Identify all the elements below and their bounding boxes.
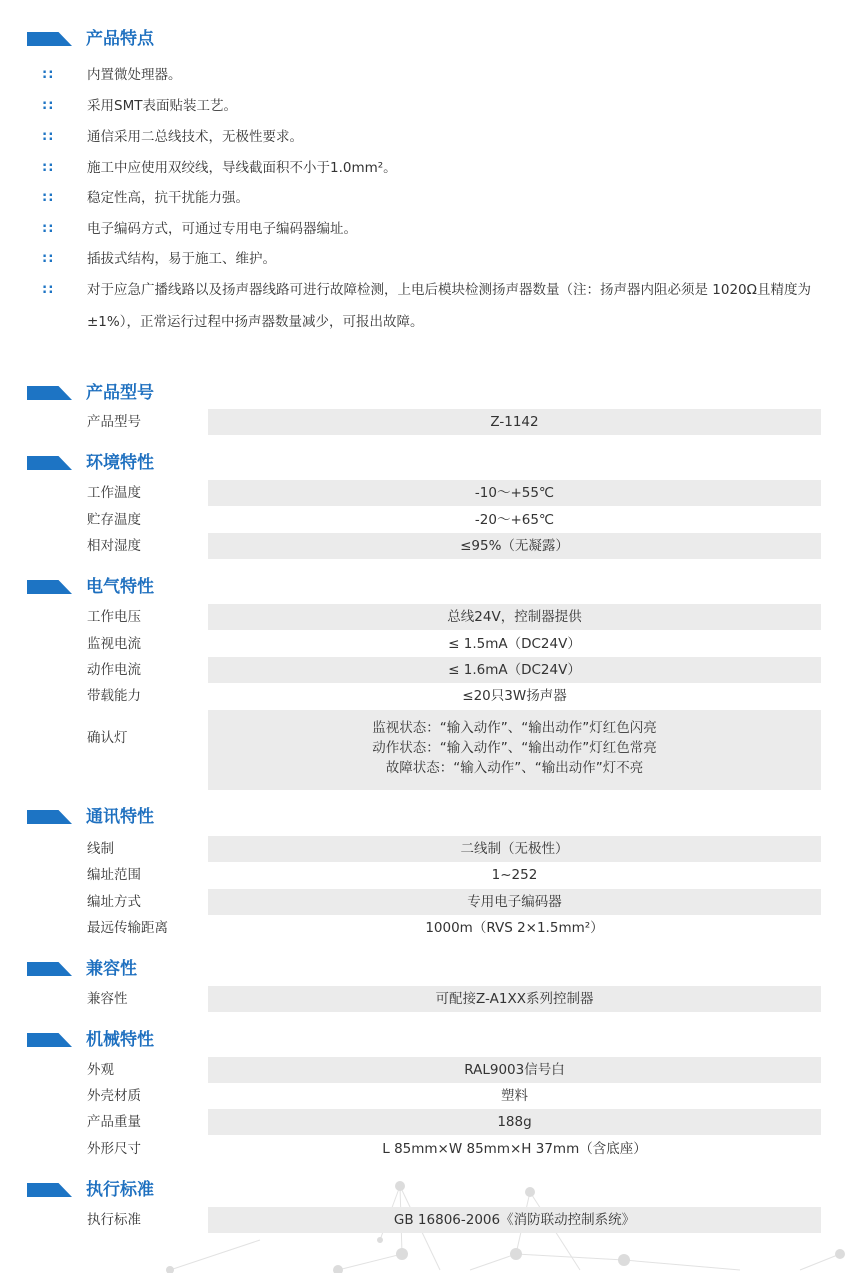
spec-value [208, 710, 821, 790]
spec-value: GB 16806-2006《消防联动控制系统》 [208, 1207, 821, 1233]
spec-value: 1000m（RVS 2×1.5mm²） [425, 920, 604, 936]
bullet-icon: :: [42, 251, 55, 266]
spec-label: 编址方式 [87, 894, 141, 910]
spec-label: 外观 [87, 1062, 114, 1078]
spec-row-indicator [0, 710, 853, 790]
spec-value: -10～+55℃ [208, 480, 821, 506]
spec-row [0, 480, 853, 506]
bullet-icon: :: [42, 129, 55, 144]
section-title: 通讯特性 [86, 807, 154, 827]
feature-text: 对于应急广播线路以及扬声器线路可进行故障检测，上电后模块检测扬声器数量（注：扬声器内阻必须是 1020Ω且精度为±1%），正常运行过程中扬声器数量减少，可报出故障。 [87, 282, 811, 330]
section-title: 机械特性 [86, 1030, 154, 1050]
spec-row [0, 409, 853, 435]
section-header-features [0, 27, 853, 53]
section-title: 产品特点 [86, 29, 154, 49]
spec-label: 最远传输距离 [87, 920, 168, 936]
section-header-model [0, 381, 853, 407]
indicator-line: 监视状态：“输入动作”、“输出动作”灯红色闪亮 [372, 720, 657, 736]
spec-value: 总线24V，控制器提供 [208, 604, 821, 630]
feature-text: 通信采用二总线技术，无极性要求。 [87, 129, 303, 145]
spec-value: -20～+65℃ [474, 512, 555, 528]
spec-value: 188g [208, 1109, 821, 1135]
spec-value: ≤ 1.6mA（DC24V） [208, 657, 821, 683]
spec-row [0, 533, 853, 559]
spec-label: 外形尺寸 [87, 1141, 141, 1157]
spec-label: 编址范围 [87, 867, 141, 883]
spec-value: ≤95%（无凝露） [208, 533, 821, 559]
spec-label: 确认灯 [87, 730, 128, 746]
spec-row [0, 631, 853, 657]
spec-label: 动作电流 [87, 662, 141, 678]
spec-label: 监视电流 [87, 636, 141, 652]
section-marker-icon [27, 962, 72, 976]
section-header-environment [0, 451, 853, 477]
section-marker-icon [27, 32, 72, 46]
spec-row [0, 1057, 853, 1083]
spec-value: RAL9003信号白 [208, 1057, 821, 1083]
spec-value: 专用电子编码器 [208, 889, 821, 915]
spec-value: L 85mm×W 85mm×H 37mm（含底座） [382, 1141, 647, 1157]
spec-row [0, 604, 853, 630]
section-header-mechanical [0, 1028, 853, 1054]
section-title: 执行标准 [86, 1180, 154, 1200]
spec-value: 二线制（无极性） [208, 836, 821, 862]
section-marker-icon [27, 1183, 72, 1197]
feature-text: 插拔式结构，易于施工、维护。 [87, 251, 276, 267]
spec-label: 执行标准 [87, 1212, 141, 1228]
feature-text: 电子编码方式，可通过专用电子编码器编址。 [87, 221, 357, 237]
section-header-communication [0, 805, 853, 831]
spec-value: ≤20只3W扬声器 [462, 688, 567, 704]
bullet-icon: :: [42, 98, 55, 113]
spec-row [0, 1136, 853, 1162]
spec-label: 外壳材质 [87, 1088, 141, 1104]
section-header-electrical [0, 575, 853, 601]
spec-label: 兼容性 [87, 991, 128, 1007]
bullet-icon: :: [42, 190, 55, 205]
spec-value: 可配接Z-A1XX系列控制器 [208, 986, 821, 1012]
section-marker-icon [27, 456, 72, 470]
spec-value: Z-1142 [208, 409, 821, 435]
spec-row [0, 507, 853, 533]
indicator-line: 动作状态：“输入动作”、“输出动作”灯红色常亮 [372, 740, 657, 756]
section-marker-icon [27, 1033, 72, 1047]
spec-row [0, 1083, 853, 1109]
section-header-compatibility [0, 957, 853, 983]
spec-label: 线制 [87, 841, 114, 857]
spec-label: 工作温度 [87, 485, 141, 501]
spec-row [0, 836, 853, 862]
section-title: 电气特性 [86, 577, 154, 597]
section-title: 兼容性 [86, 959, 137, 979]
spec-row [0, 986, 853, 1012]
feature-text: 采用SMT表面贴装工艺。 [87, 98, 237, 114]
section-header-standard [0, 1178, 853, 1204]
bullet-icon: :: [42, 282, 55, 297]
bullet-icon: :: [42, 67, 55, 82]
spec-label: 带载能力 [87, 688, 141, 704]
spec-label: 相对湿度 [87, 538, 141, 554]
indicator-line: 故障状态：“输入动作”、“输出动作”灯不亮 [385, 760, 644, 776]
section-marker-icon [27, 580, 72, 594]
spec-row [0, 1109, 853, 1135]
section-marker-icon [27, 810, 72, 824]
spec-row [0, 683, 853, 709]
feature-text: 施工中应使用双绞线，导线截面积不小于1.0mm²。 [87, 160, 397, 176]
section-marker-icon [27, 386, 72, 400]
spec-value: 塑料 [501, 1088, 528, 1104]
spec-value: 1~252 [491, 867, 538, 883]
spec-label: 产品重量 [87, 1114, 141, 1130]
feature-text: 稳定性高，抗干扰能力强。 [87, 190, 249, 206]
spec-row [0, 657, 853, 683]
spec-label: 工作电压 [87, 609, 141, 625]
spec-label: 贮存温度 [87, 512, 141, 528]
bullet-icon: :: [42, 221, 55, 236]
section-title: 环境特性 [86, 453, 154, 473]
section-title: 产品型号 [86, 383, 154, 403]
feature-text: 内置微处理器。 [87, 67, 182, 83]
spec-label: 产品型号 [87, 414, 141, 430]
bullet-icon: :: [42, 160, 55, 175]
spec-row [0, 1207, 853, 1233]
spec-row [0, 915, 853, 941]
spec-value: ≤ 1.5mA（DC24V） [448, 636, 581, 652]
spec-row [0, 862, 853, 888]
spec-row [0, 889, 853, 915]
